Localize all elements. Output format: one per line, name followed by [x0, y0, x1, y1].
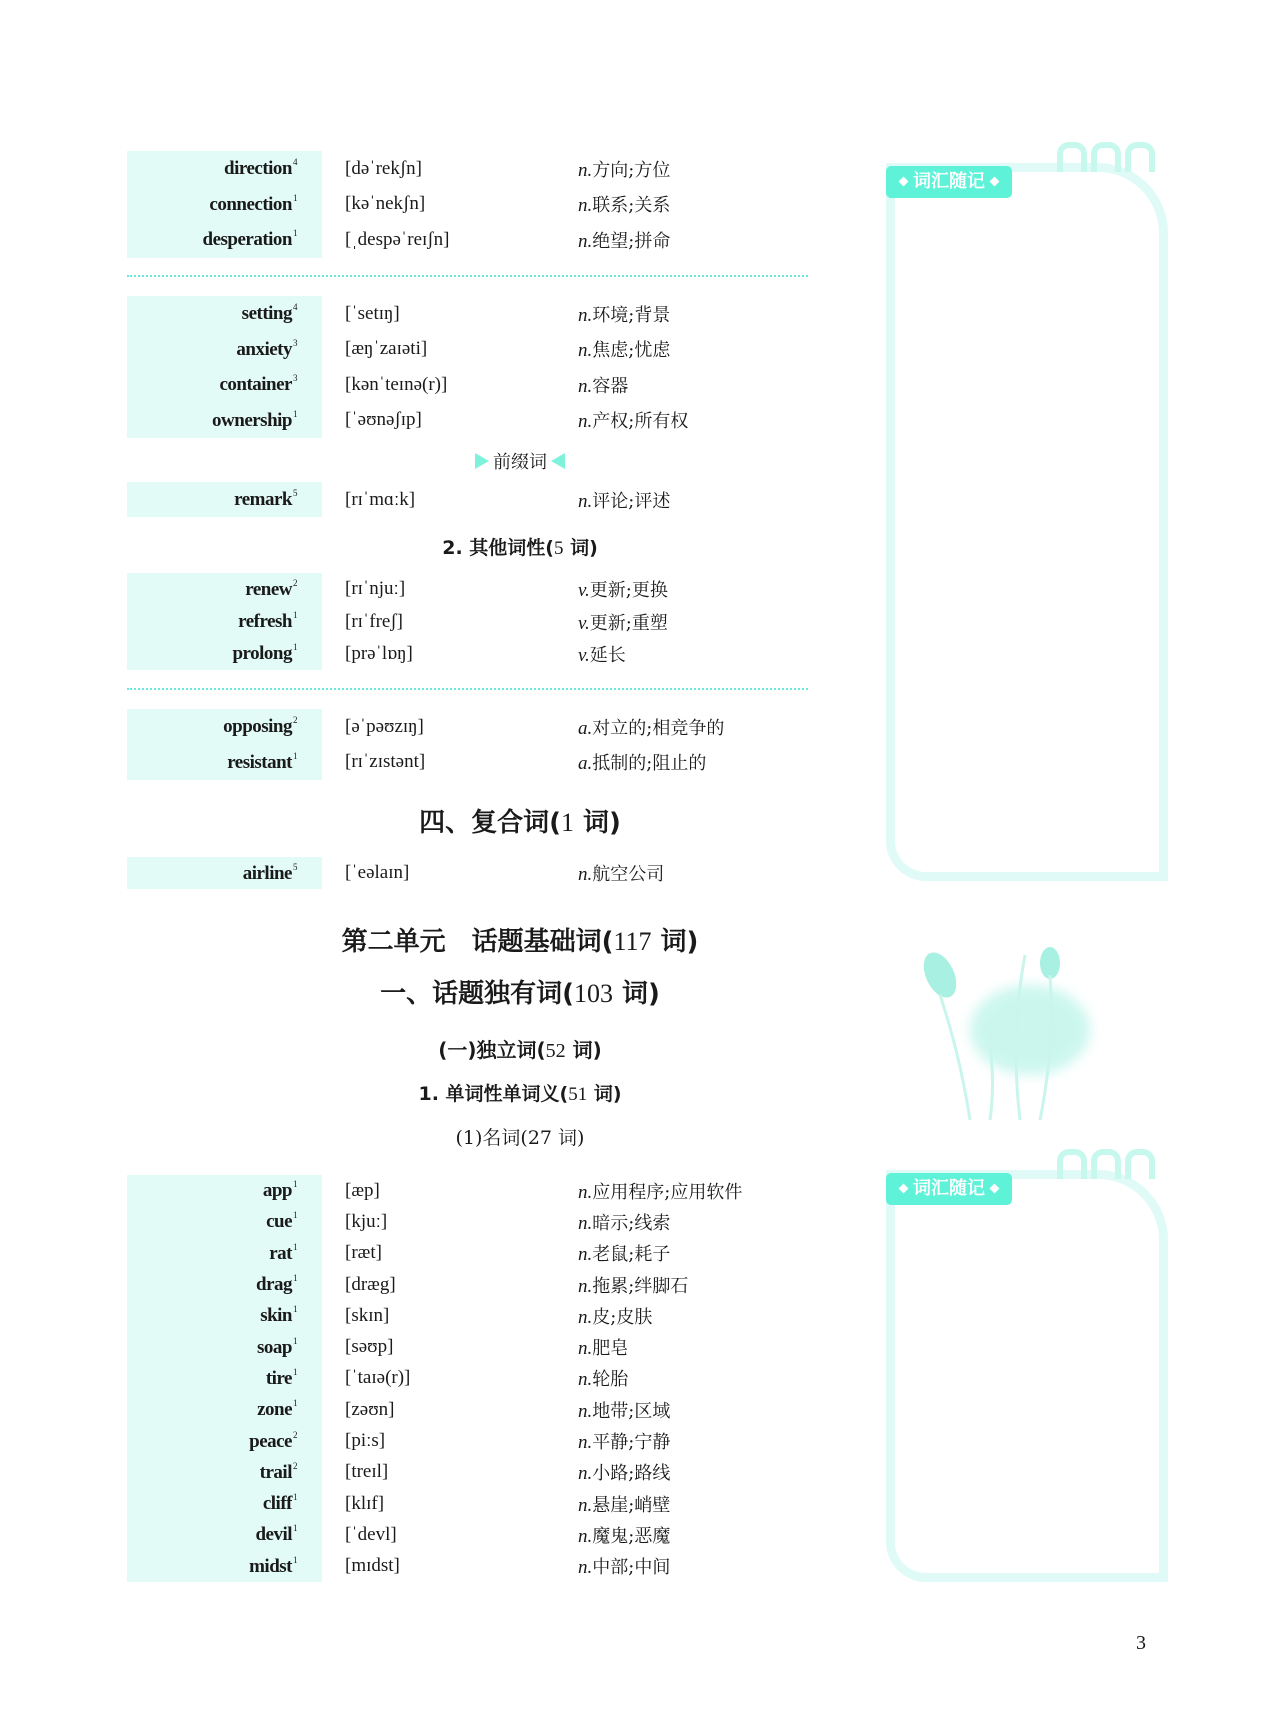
vocab-entry — [127, 857, 827, 889]
definition — [578, 1459, 670, 1485]
headword-text: peace — [249, 1430, 292, 1452]
phonetic: [skɪn] — [345, 1304, 390, 1326]
headword — [127, 157, 297, 180]
headword — [127, 1242, 297, 1265]
headword-text: setting — [241, 303, 292, 325]
phonetic: [kjuː] — [345, 1210, 388, 1232]
meaning-text: 小路;路线 — [592, 1463, 671, 1485]
meaning-text: 绝望;拼命 — [592, 230, 671, 252]
heading-text: 词) — [651, 927, 699, 957]
meaning-text: 更新;更换 — [589, 580, 668, 602]
phonetic: [klɪf] — [345, 1492, 385, 1514]
vocab-entry — [127, 332, 827, 368]
frequency-count: 1 — [293, 1304, 297, 1315]
vocab-entry — [127, 1488, 827, 1519]
frequency-count: 1 — [293, 1523, 297, 1534]
headword-text: cliff — [262, 1493, 292, 1515]
vocab-entry — [127, 605, 827, 637]
part-of-speech: n. — [578, 304, 593, 326]
heading-count: 52 — [545, 1040, 566, 1062]
word-group — [127, 296, 827, 438]
frequency-count: 2 — [293, 577, 297, 588]
frequency-count: 4 — [293, 302, 297, 313]
definition — [578, 191, 670, 217]
definition — [578, 301, 670, 327]
frequency-count: 1 — [293, 1273, 297, 1284]
definition — [578, 1397, 670, 1423]
headword — [127, 1430, 297, 1453]
part-of-speech: n. — [578, 490, 593, 512]
definition — [578, 1272, 688, 1298]
definition — [578, 1428, 670, 1454]
frequency-count: 2 — [293, 1460, 297, 1471]
heading-text: 词) — [612, 979, 660, 1009]
phonetic: [ˈsetɪŋ] — [345, 302, 400, 324]
headword — [127, 1304, 297, 1327]
unit-heading — [0, 921, 1040, 958]
part-of-speech: n. — [578, 1275, 593, 1297]
part-of-speech: n. — [578, 864, 593, 885]
frequency-count: 1 — [293, 1366, 297, 1377]
definition — [578, 1209, 670, 1235]
phonetic: [mɪdst] — [345, 1555, 400, 1577]
part-of-speech: n. — [578, 159, 593, 181]
headword — [127, 862, 297, 885]
definition — [578, 1522, 670, 1548]
diamond-icon — [990, 1184, 1000, 1194]
vocab-entry — [127, 367, 827, 403]
headword-text: soap — [257, 1336, 292, 1358]
headword — [127, 373, 297, 396]
headword-text: container — [219, 374, 292, 396]
part-of-speech: a. — [578, 717, 593, 739]
frequency-count: 1 — [293, 1398, 297, 1409]
vocab-entry — [127, 1269, 827, 1300]
headword — [127, 1492, 297, 1515]
headword-text: direction — [224, 158, 292, 180]
meaning-text: 老鼠;耗子 — [592, 1244, 671, 1266]
heading-text: 1. 单词性单词义( — [418, 1083, 569, 1105]
definition — [578, 609, 668, 635]
definition — [578, 336, 670, 362]
vocab-entry — [127, 1206, 827, 1237]
frequency-count: 1 — [293, 1210, 297, 1221]
phonetic: [treɪl] — [345, 1461, 389, 1483]
definition — [578, 860, 664, 886]
vocab-entry — [127, 1363, 827, 1394]
frequency-count: 1 — [293, 610, 297, 621]
vocab-entry — [127, 296, 827, 332]
word-group — [127, 573, 827, 670]
headword-text: tire — [265, 1367, 292, 1389]
headword — [127, 193, 297, 216]
triangle-right-icon — [475, 453, 489, 469]
phonetic: [kəˈnekʃn] — [345, 193, 426, 215]
definition — [578, 1240, 670, 1266]
meaning-text: 联系;关系 — [592, 195, 671, 217]
definition — [578, 641, 626, 667]
headword — [127, 715, 297, 738]
headword-text: cue — [266, 1211, 292, 1233]
part-of-speech: n. — [578, 340, 593, 362]
meaning-text: 容器 — [592, 375, 629, 397]
definition — [578, 227, 670, 253]
headword — [127, 1461, 297, 1484]
heading-text: 一、话题独有词( — [380, 979, 574, 1009]
meaning-text: 产权;所有权 — [592, 411, 689, 433]
heading-text: (一)独立词( — [438, 1038, 546, 1062]
part-of-speech: n. — [578, 411, 593, 433]
vocab-entry — [127, 403, 827, 439]
headword — [127, 409, 297, 432]
frequency-count: 3 — [293, 337, 297, 348]
definition — [578, 576, 668, 602]
frequency-count: 1 — [293, 642, 297, 653]
word-group — [127, 151, 827, 258]
phonetic: [ˈəʊnəʃɪp] — [345, 409, 422, 431]
frequency-count: 1 — [293, 1335, 297, 1346]
heading-text: 四、复合词( — [419, 808, 561, 838]
vocab-notes-label-text: 词汇随记 — [913, 171, 985, 192]
headword — [127, 1398, 297, 1421]
heading-count: 117 — [613, 927, 652, 956]
vocab-entry — [127, 1457, 827, 1488]
meaning-text: 抵制的;阻止的 — [592, 753, 707, 775]
meaning-text: 环境;背景 — [592, 304, 671, 326]
definition — [578, 1365, 628, 1391]
meaning-text: 魔鬼;恶魔 — [592, 1525, 671, 1547]
headword-text: refresh — [238, 611, 292, 633]
heading-text: 第二单元 话题基础词( — [341, 927, 614, 957]
meaning-text: 方向;方位 — [592, 159, 671, 181]
headword-text: midst — [249, 1555, 292, 1577]
vocab-entry — [127, 1551, 827, 1582]
headword-text: airline — [242, 862, 292, 884]
phonetic: [kənˈteɪnə(r)] — [345, 373, 448, 395]
phonetic: [prəˈlɒŋ] — [345, 642, 413, 664]
phonetic: [rɪˈnjuː] — [345, 578, 406, 600]
definition — [578, 714, 724, 740]
heading-text: 词) — [587, 1083, 622, 1105]
vocab-entry — [127, 638, 827, 670]
phonetic: [ˈeəlaɪn] — [345, 862, 410, 883]
frequency-count: 2 — [293, 715, 297, 726]
frequency-count: 1 — [293, 408, 297, 419]
headword — [127, 578, 297, 601]
vocab-entry — [127, 1394, 827, 1425]
compound-heading — [0, 802, 1040, 839]
headword — [127, 488, 297, 511]
part-of-speech: n. — [578, 1400, 593, 1422]
frequency-count: 1 — [293, 1492, 297, 1503]
section-divider — [127, 275, 808, 277]
part-of-speech: v. — [578, 580, 590, 602]
phonetic: [səʊp] — [345, 1336, 394, 1358]
definition — [578, 1303, 652, 1329]
headword-text: trail — [259, 1461, 292, 1483]
part-of-speech: n. — [578, 1181, 593, 1203]
frequency-count: 1 — [293, 750, 297, 761]
headword — [127, 1555, 297, 1578]
part-of-speech: n. — [578, 1557, 593, 1579]
headword — [127, 1179, 297, 1202]
frequency-count: 1 — [293, 192, 297, 203]
heading-count: 5 — [553, 538, 564, 559]
vocab-entry — [127, 573, 827, 605]
headword-text: anxiety — [236, 338, 292, 360]
meaning-text: 更新;重塑 — [589, 612, 668, 634]
vocab-entry — [127, 482, 827, 517]
frequency-count: 5 — [293, 488, 297, 498]
heading-text: (1)名词(27 词) — [455, 1127, 585, 1149]
phonetic: [ˈdevl] — [345, 1523, 397, 1545]
headword — [127, 228, 297, 251]
headword — [127, 1273, 297, 1296]
vocab-entry — [127, 709, 827, 745]
word-group — [127, 709, 827, 780]
phonetic: [əˈpəʊzɪŋ] — [345, 715, 424, 737]
vocab-entry — [127, 1519, 827, 1550]
definition — [578, 1553, 670, 1579]
definition — [578, 407, 688, 433]
heading-text: 词) — [565, 1038, 602, 1062]
phonetic: [rɪˈmɑːk] — [345, 488, 416, 510]
part-of-speech: n. — [578, 1369, 593, 1391]
unique-words-heading — [0, 973, 1040, 1010]
noun-heading — [0, 1123, 1040, 1150]
diamond-icon — [899, 1184, 909, 1194]
heading-text: 词) — [563, 537, 598, 559]
binder-rings-icon — [1057, 142, 1155, 172]
definition — [578, 1334, 628, 1360]
headword-text: connection — [209, 193, 292, 215]
frequency-count: 1 — [293, 228, 297, 239]
phonetic: [ˌdespəˈreɪʃn] — [345, 228, 450, 250]
meaning-text: 评论;评述 — [592, 490, 671, 512]
definition — [578, 749, 706, 775]
vocab-notes-box — [886, 163, 1168, 881]
meaning-text: 对立的;相竞争的 — [592, 717, 725, 739]
phonetic: [piːs] — [345, 1430, 386, 1452]
headword-text: devil — [255, 1524, 292, 1546]
vocab-notes-label — [886, 166, 1012, 198]
definition — [578, 487, 670, 513]
headword-text: opposing — [223, 716, 292, 738]
phonetic: [æŋˈzaɪəti] — [345, 338, 428, 360]
part-of-speech: n. — [578, 375, 593, 397]
vocab-entry — [127, 1238, 827, 1269]
word-group — [127, 857, 827, 889]
headword-text: ownership — [212, 409, 292, 431]
vocab-entry — [127, 187, 827, 223]
part-of-speech: n. — [578, 1338, 593, 1360]
frequency-count: 4 — [293, 157, 297, 168]
headword-text: prolong — [232, 643, 292, 665]
meaning-text: 焦虑;忧虑 — [592, 340, 671, 362]
vocab-entry — [127, 1300, 827, 1331]
vocab-entry — [127, 1331, 827, 1362]
frequency-count: 1 — [293, 1179, 297, 1190]
headword-text: renew — [245, 578, 292, 600]
part-of-speech: n. — [578, 1244, 593, 1266]
frequency-count: 2 — [293, 1429, 297, 1440]
frequency-count: 1 — [293, 1554, 297, 1565]
part-of-speech: a. — [578, 753, 593, 775]
phonetic: [zəʊn] — [345, 1398, 395, 1420]
vocab-notes-label — [886, 1173, 1012, 1205]
prefix-heading-text: 前缀词 — [493, 452, 547, 473]
heading-text: 2. 其他词性( — [442, 537, 554, 559]
vocab-notes-label-text: 词汇随记 — [913, 1178, 985, 1199]
phonetic: [ræt] — [345, 1242, 382, 1264]
headword — [127, 751, 297, 774]
other-pos-heading — [0, 533, 1040, 560]
phonetic: [æp] — [345, 1179, 380, 1201]
definition — [578, 1491, 670, 1517]
headword — [127, 1336, 297, 1359]
phonetic: [rɪˈzɪstənt] — [345, 751, 426, 773]
diamond-icon — [990, 177, 1000, 187]
part-of-speech: n. — [578, 1212, 593, 1234]
phonetic: [dræg] — [345, 1273, 396, 1295]
part-of-speech: n. — [578, 1306, 593, 1328]
headword — [127, 1367, 297, 1390]
meaning-text: 延长 — [589, 644, 626, 666]
part-of-speech: n. — [578, 230, 593, 252]
triangle-left-icon — [551, 453, 565, 469]
single-meaning-heading — [0, 1079, 1040, 1106]
definition — [578, 1178, 742, 1204]
page-number: 3 — [1136, 1632, 1146, 1654]
meaning-text: 航空公司 — [592, 864, 665, 885]
vocab-entry — [127, 1425, 827, 1456]
word-group — [127, 482, 827, 517]
headword-text: app — [262, 1180, 292, 1202]
headword — [127, 610, 297, 633]
vocab-notes-box — [886, 1170, 1168, 1582]
binder-rings-icon — [1057, 1149, 1155, 1179]
headword-text: zone — [257, 1399, 292, 1421]
headword-text: skin — [260, 1305, 292, 1327]
heading-count: 103 — [573, 979, 613, 1008]
headword — [127, 338, 297, 361]
phonetic: [dəˈrekʃn] — [345, 157, 423, 179]
vocab-entry — [127, 151, 827, 187]
heading-text: 词) — [573, 808, 621, 838]
word-group — [127, 1175, 827, 1582]
part-of-speech: n. — [578, 195, 593, 217]
part-of-speech: n. — [578, 1432, 593, 1454]
part-of-speech: n. — [578, 1494, 593, 1516]
frequency-count: 3 — [293, 373, 297, 384]
headword-text: desperation — [202, 229, 292, 251]
phonetic: [ˈtaɪə(r)] — [345, 1367, 411, 1389]
headword-text: resistant — [227, 751, 292, 773]
section-divider — [127, 688, 808, 690]
part-of-speech: v. — [578, 612, 590, 634]
meaning-text: 悬崖;峭壁 — [592, 1494, 671, 1516]
vocab-entry — [127, 745, 827, 781]
meaning-text: 肥皂 — [592, 1338, 629, 1360]
meaning-text: 应用程序;应用软件 — [592, 1181, 743, 1203]
headword-text: rat — [269, 1242, 292, 1264]
headword — [127, 1210, 297, 1233]
independent-words-heading — [0, 1034, 1040, 1063]
definition — [578, 156, 670, 182]
phonetic: [rɪˈfreʃ] — [345, 610, 404, 632]
meaning-text: 皮;皮肤 — [592, 1306, 653, 1328]
vocab-entry — [127, 222, 827, 258]
part-of-speech: n. — [578, 1525, 593, 1547]
vocab-entry — [127, 1175, 827, 1206]
frequency-count: 5 — [293, 861, 297, 872]
part-of-speech: n. — [578, 1463, 593, 1485]
frequency-count: 1 — [293, 1241, 297, 1252]
headword — [127, 642, 297, 665]
part-of-speech: v. — [578, 644, 590, 666]
headword — [127, 1523, 297, 1546]
prefix-heading — [0, 448, 1040, 474]
meaning-text: 轮胎 — [592, 1369, 629, 1391]
headword-text: drag — [256, 1274, 292, 1296]
meaning-text: 中部;中间 — [592, 1557, 671, 1579]
diamond-icon — [899, 177, 909, 187]
heading-count: 51 — [568, 1084, 588, 1105]
headword — [127, 302, 297, 325]
meaning-text: 平静;宁静 — [592, 1432, 671, 1454]
meaning-text: 地带;区域 — [592, 1400, 671, 1422]
meaning-text: 拖累;绊脚石 — [592, 1275, 689, 1297]
heading-count: 1 — [560, 808, 574, 837]
definition — [578, 372, 628, 398]
headword-text: remark — [234, 489, 292, 510]
meaning-text: 暗示;线索 — [592, 1212, 671, 1234]
